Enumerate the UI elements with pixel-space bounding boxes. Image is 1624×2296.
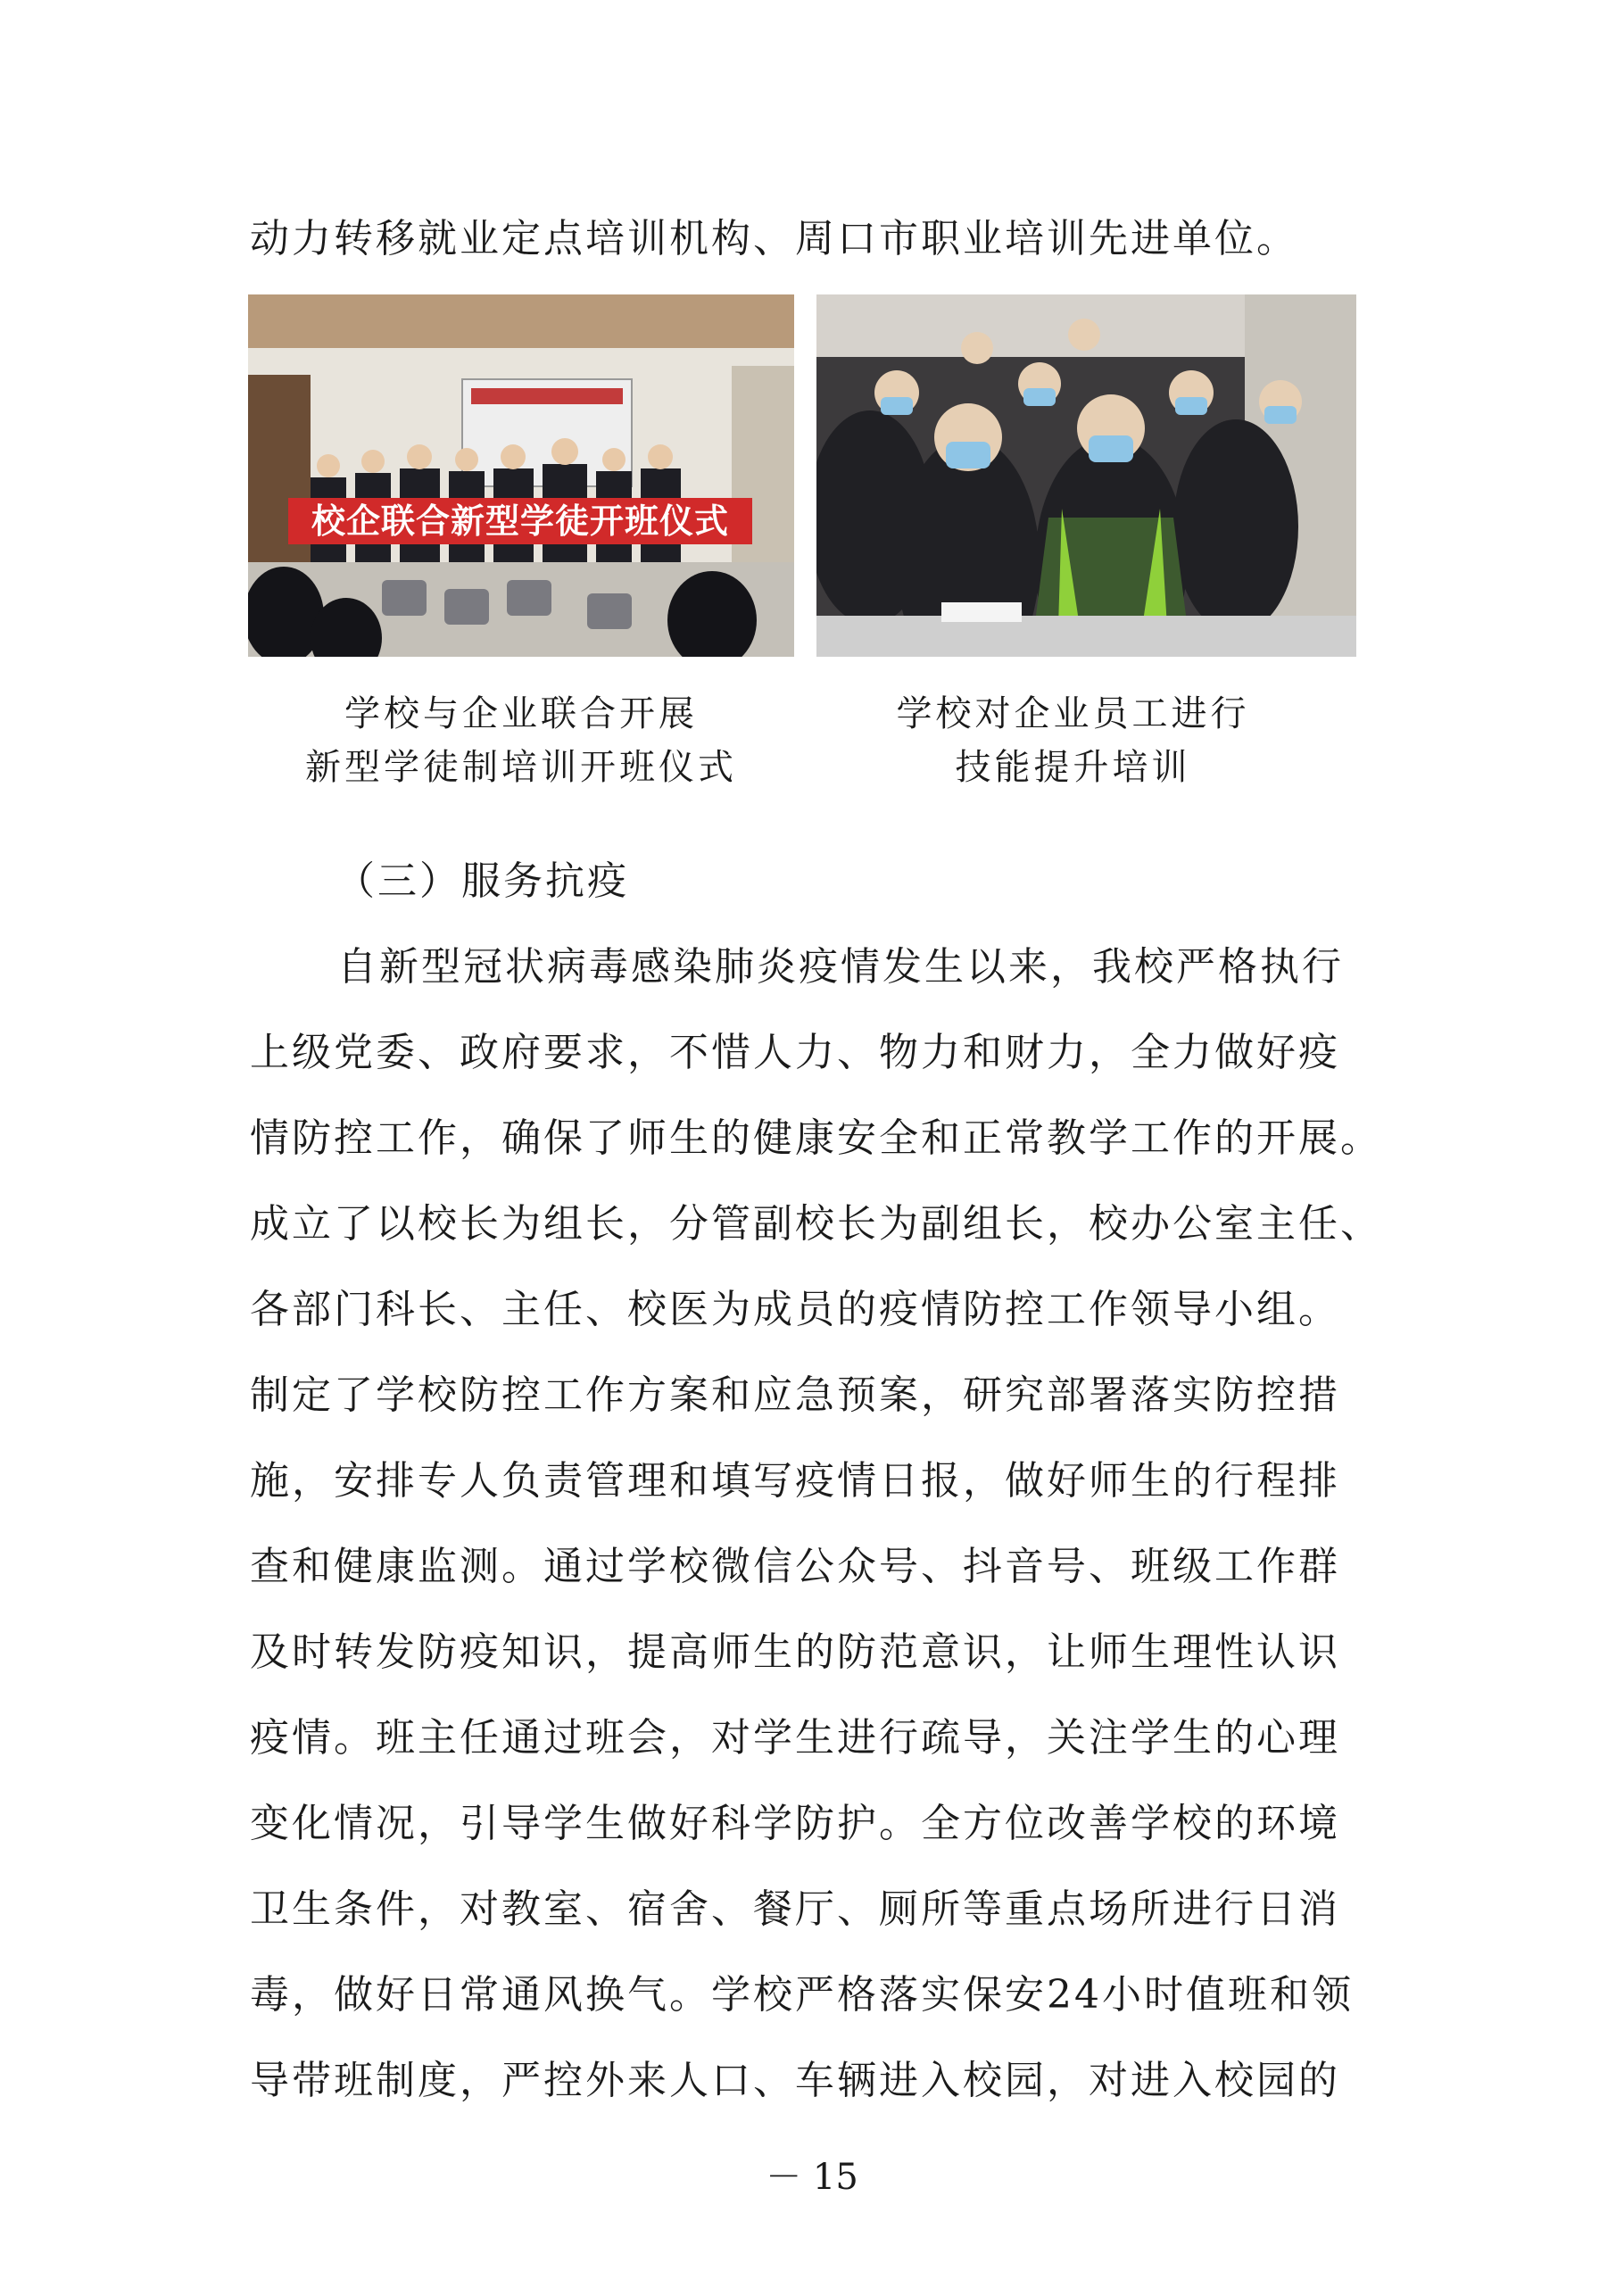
ceremony-banner-text: 校企联合新型学徒开班仪式 (311, 501, 729, 541)
paragraph-line: 及时转发防疫知识，提高师生的防范意识，让师生理性认识 (250, 1629, 1340, 1675)
training-photo (816, 294, 1356, 657)
caption-line: 学校与企业联合开展 (344, 693, 698, 734)
caption-line: 技能提升培训 (955, 747, 1191, 788)
caption-line: 新型学徒制培训开班仪式 (305, 747, 737, 788)
photo-caption-left (248, 687, 794, 794)
paragraph-line: 各部门科长、主任、校医为成员的疫情防控工作领导小组。 (250, 1287, 1340, 1332)
paragraph-line: 自新型冠状病毒感染肺炎疫情发生以来，我校严格执行 (337, 944, 1344, 990)
ceremony-photo-image (248, 294, 794, 657)
paragraph-line: 查和健康监测。通过学校微信公众号、抖音号、班级工作群 (250, 1544, 1340, 1589)
paragraph-line: 导带班制度，严控外来人口、车辆进入校园，对进入校园的 (250, 2058, 1340, 2103)
page-number: － 15 (766, 2157, 858, 2198)
paragraph-line: 上级党委、政府要求，不惜人力、物力和财力，全力做好疫 (250, 1030, 1340, 1075)
paragraph-line: 卫生条件，对教室、宿舍、餐厅、厕所等重点场所进行日消 (250, 1886, 1340, 1932)
photo-caption-right (803, 687, 1343, 794)
paragraph-line: 施，安排专人负责管理和填写疫情日报，做好师生的行程排 (250, 1458, 1340, 1504)
paragraph-line: 毒，做好日常通风换气。学校严格落实保安24小时值班和领 (250, 1972, 1354, 2018)
section-heading: （三）服务抗疫 (336, 858, 629, 904)
paragraph-line: 制定了学校防控工作方案和应急预案，研究部署落实防控措 (250, 1372, 1340, 1418)
ceremony-photo (248, 294, 794, 657)
caption-line: 学校对企业员工进行 (896, 693, 1250, 734)
paragraph-line: 情防控工作，确保了师生的健康安全和正常教学工作的开展。 (250, 1115, 1382, 1161)
intro-line: 动力转移就业定点培训机构、周口市职业培训先进单位。 (250, 216, 1298, 261)
paragraph-line: 成立了以校长为组长，分管副校长为副组长，校办公室主任、 (250, 1201, 1382, 1247)
training-photo-image (816, 294, 1356, 657)
paragraph-line: 疫情。班主任通过班会，对学生进行疏导，关注学生的心理 (250, 1715, 1340, 1761)
paragraph-line: 变化情况，引导学生做好科学防护。全方位改善学校的环境 (250, 1801, 1340, 1846)
